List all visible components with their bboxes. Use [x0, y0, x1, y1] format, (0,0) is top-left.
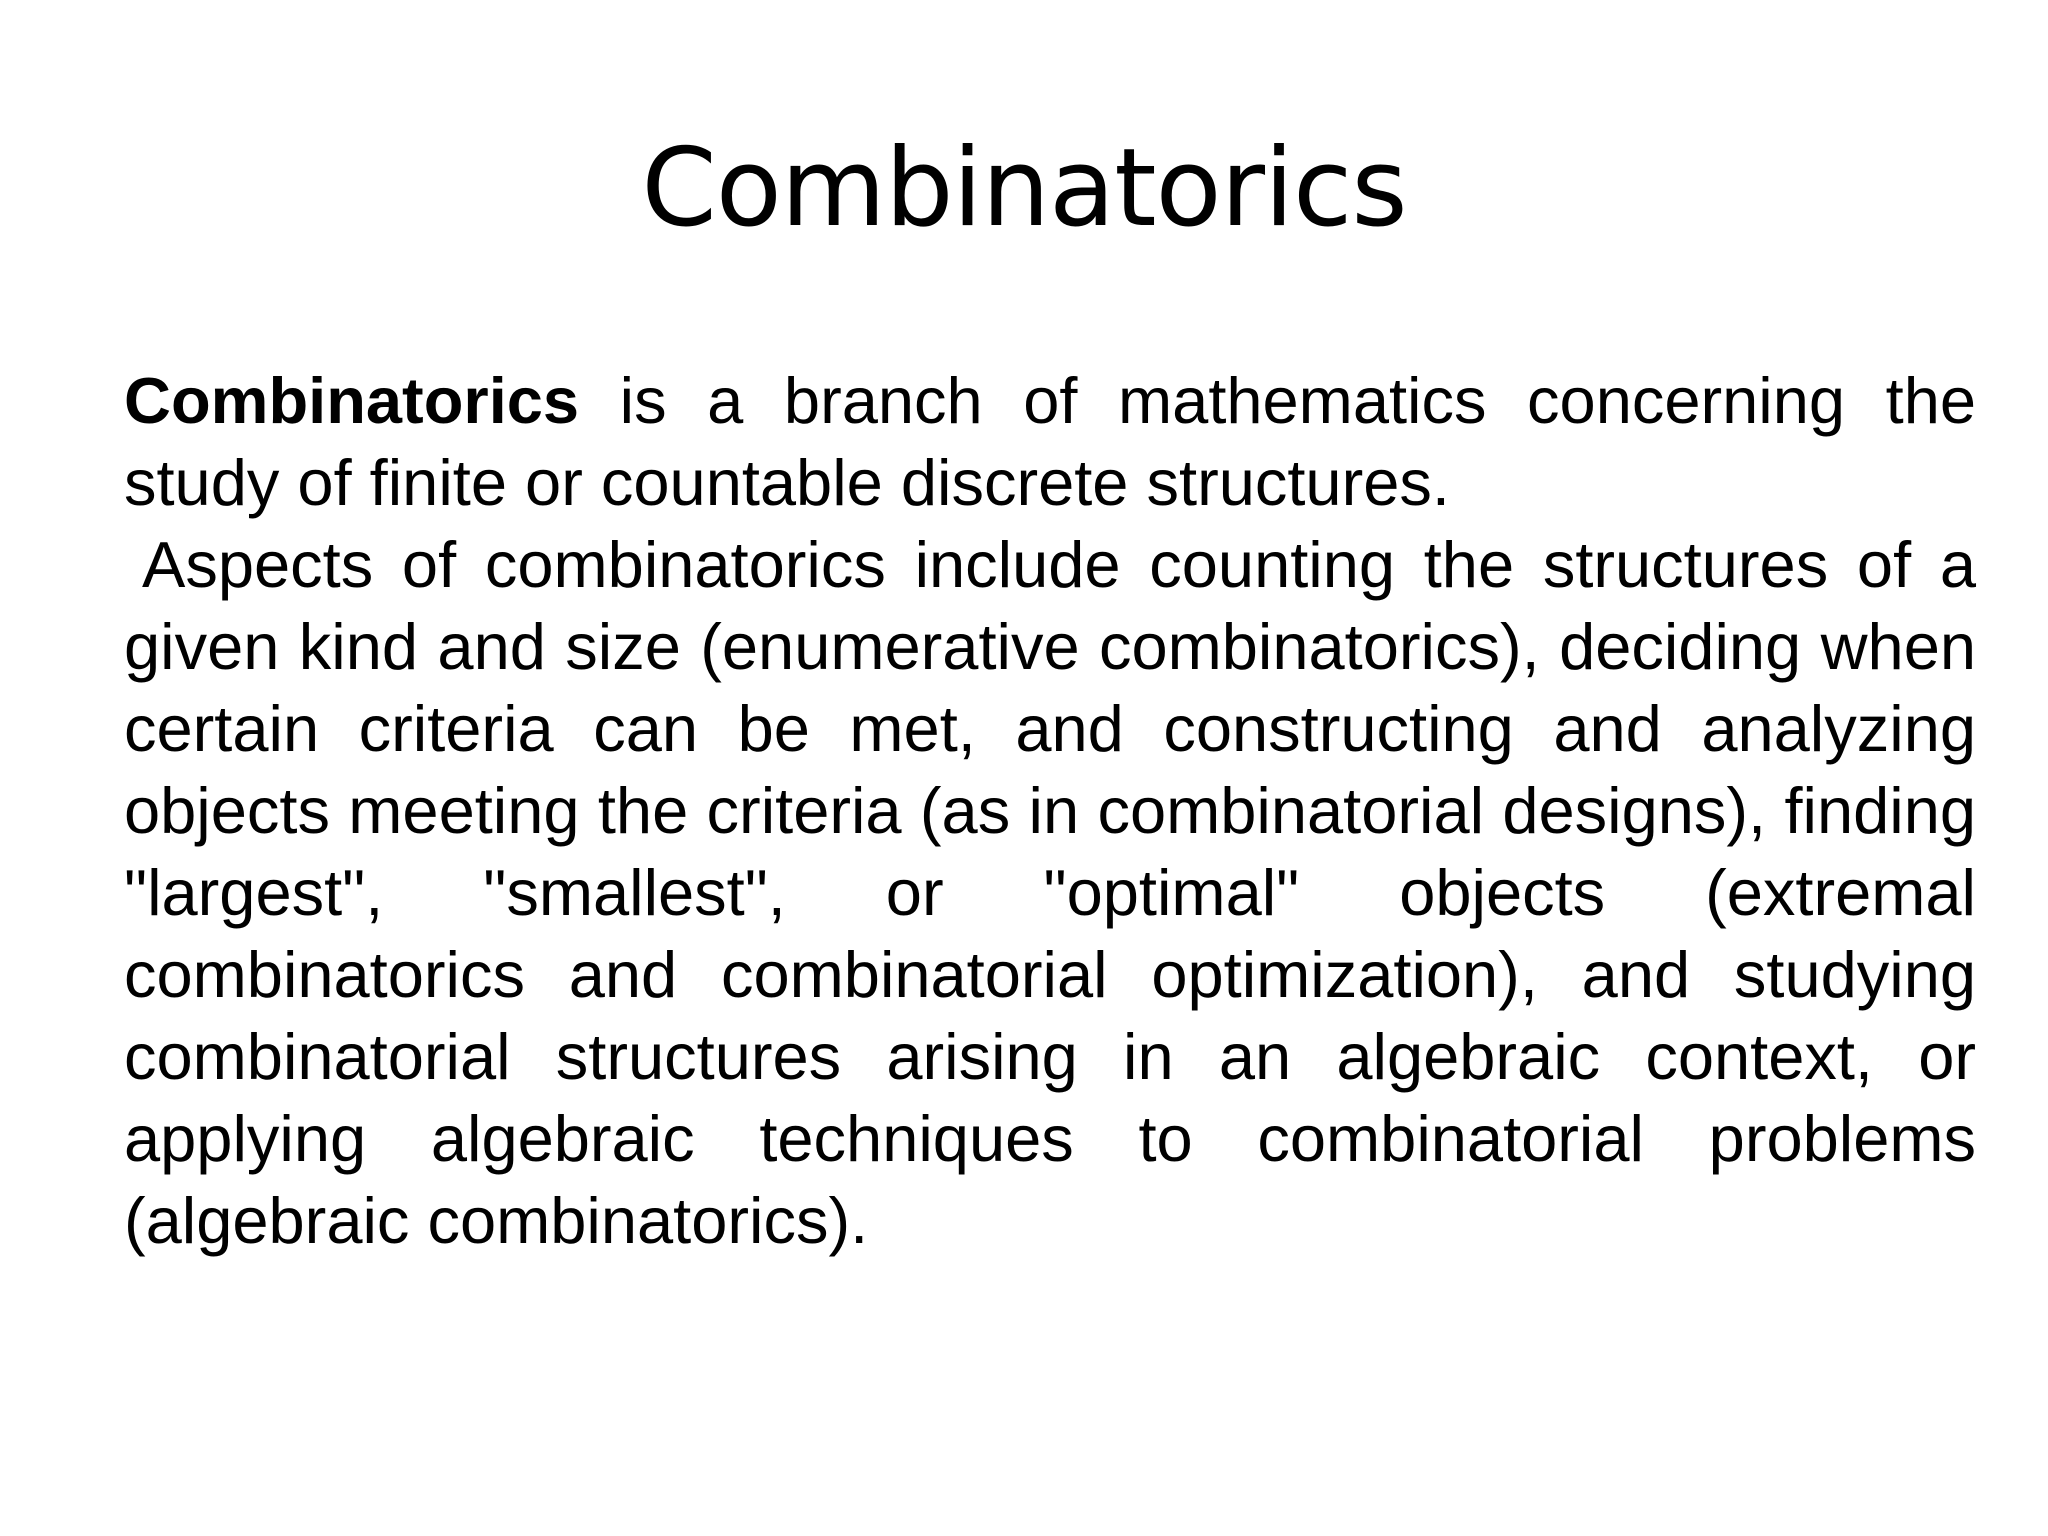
aspects-text: Aspects of combinatorics include counting the structures of a given kind and size (enumerative combinatorics), deciding when certain criteria can be met, and constructing and analyzing objects meeting the criteria (as in combinatorial designs), finding "largest", "smallest", or "optimal" objects (extremal combinatorics and combinatorial optimization), and studying combinatorial structures arising in an algebraic context, or applying algebraic techniques to combinatorial problems (algebraic combinatorics). — [124, 528, 1976, 1257]
slide-title: Combinatorics — [641, 126, 1407, 251]
definition-paragraph — [124, 360, 1976, 524]
bold-term: Combinatorics — [124, 364, 580, 437]
slide-body — [124, 360, 1976, 1262]
aspects-paragraph — [124, 524, 1976, 1262]
definition-text: is a branch of mathematics concerning the study of finite or countable discrete structures. — [124, 364, 1976, 519]
